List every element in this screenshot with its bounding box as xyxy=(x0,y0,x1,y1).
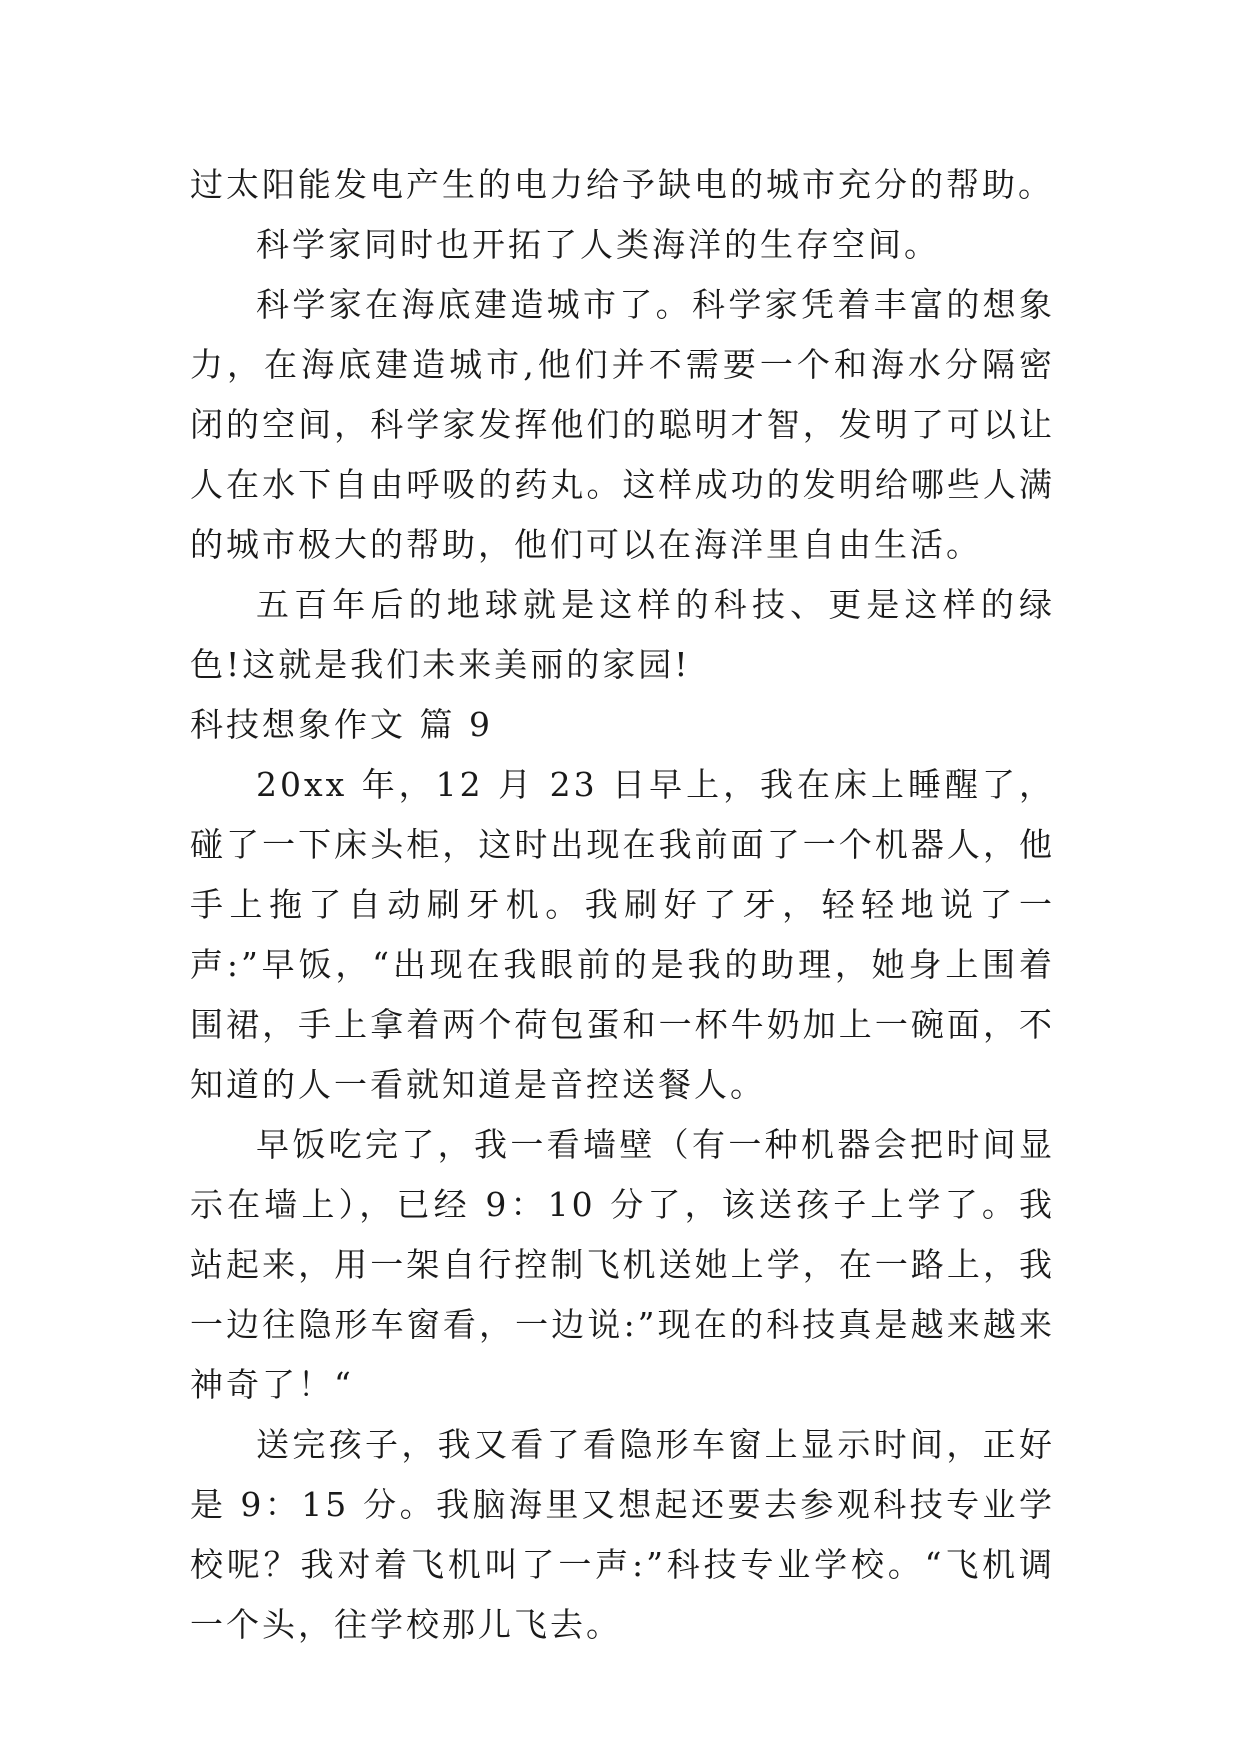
paragraph: 科学家同时也开拓了人类海洋的生存空间。 xyxy=(256,225,940,264)
section-heading: 科技想象作文 篇 9 xyxy=(190,705,493,744)
paragraph: 过太阳能发电产生的电力给予缺电的城市充分的帮助。 xyxy=(190,165,1054,204)
paragraph: 20xx 年，12 月 23 日早上，我在床上睡醒了，碰了一下床头柜，这时出现在我前面了一个机器人，他手上拖了自动刷牙机。我刷好了牙，轻轻地说了一声:”早饭，“出现在我眼前的是我的助理，她身上围着围裙，手上拿着两个荷包蛋和一杯牛奶加上一碗面，不知道的人一看就知道是音控送餐人。 xyxy=(190,765,1055,1104)
paragraph: 五百年后的地球就是这样的科技、更是这样的绿色!这就是我们未来美丽的家园! xyxy=(190,585,1055,684)
paragraph: 早饭吃完了，我一看墙壁（有一种机器会把时间显示在墙上），已经 9：10 分了，该送孩子上学了。我站起来，用一架自行控制飞机送她上学，在一路上，我一边往隐形车窗看，一边说:”现在的科技真是越来越来神奇了！“ xyxy=(190,1125,1055,1404)
document-body xyxy=(190,155,1055,1655)
paragraph: 科学家在海底建造城市了。科学家凭着丰富的想象力，在海底建造城市,他们并不需要一个和海水分隔密闭的空间，科学家发挥他们的聪明才智，发明了可以让人在水下自由呼吸的药丸。这样成功的发明给哪些人满的城市极大的帮助，他们可以在海洋里自由生活。 xyxy=(190,285,1055,564)
paragraph: 送完孩子，我又看了看隐形车窗上显示时间，正好是 9：15 分。我脑海里又想起还要去参观科技专业学校呢？我对着飞机叫了一声:”科技专业学校。“飞机调一个头，往学校那儿飞去。 xyxy=(190,1425,1055,1644)
